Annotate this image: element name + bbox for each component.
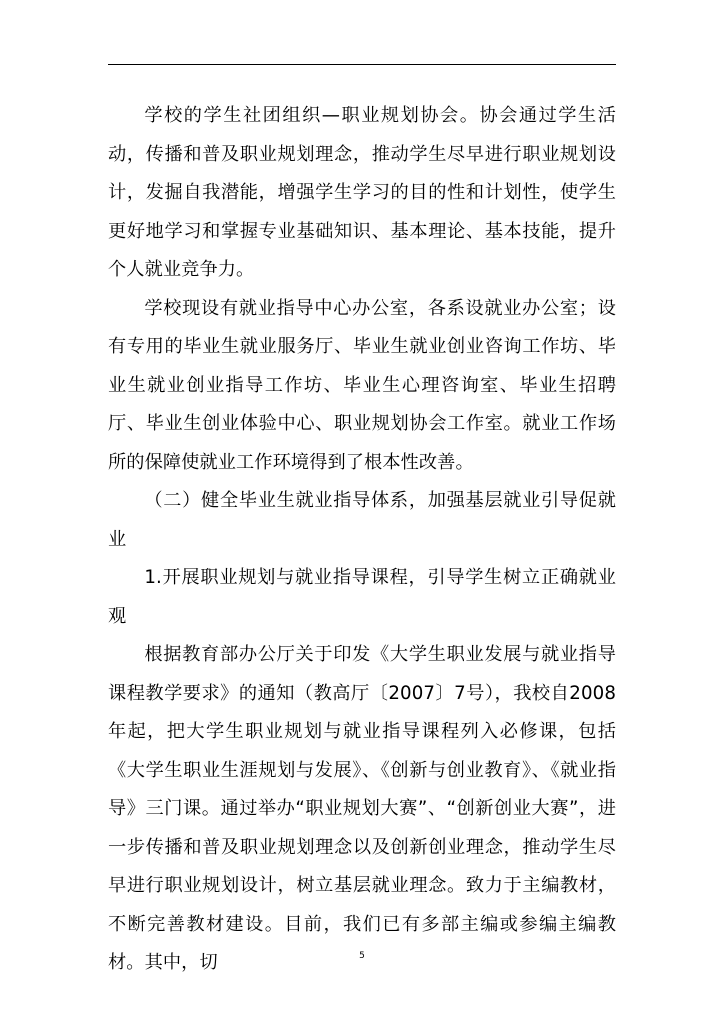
- header-rule: [108, 64, 616, 65]
- paragraph-curriculum: 根据教育部办公厅关于印发《大学生职业发展与就业指导课程教学要求》的通知（教高厅〔2007〕7号），我校自2008年起，把大学生职业规划与就业指导课程列入必修课，包括《大学生职业生涯规划与发展》、《创新与创业教育》、《就业指导》三门课。通过举办“职业规划大赛”、“创新创业大赛”，进一步传播和普及职业规划理念以及创新创业理念，推动学生尽早进行职业规划设计，树立基层就业理念。致力于主编教材，不断完善教材建设。目前，我们已有多部主编或参编主编教材。其中，切: [108, 644, 616, 973]
- paragraph-student-association: 学校的学生社团组织—职业规划协会。协会通过学生活动，传播和普及职业规划理念，推动学生尽早进行职业规划设计，发掘自我潜能，增强学生学习的目的性和计划性，使学生更好地学习和掌握专业基础知识、基本理论、基本技能，提升个人就业竞争力。: [108, 105, 616, 280]
- subsection-heading: 1.开展职业规划与就业指导课程，引导学生树立正确就业观: [108, 567, 616, 627]
- paragraph-employment-offices: 学校现设有就业指导中心办公室，各系设就业办公室；设有专用的毕业生就业服务厅、毕业生就业创业咨询工作坊、毕业生就业创业指导工作坊、毕业生心理咨询室、毕业生招聘厅、毕业生创业体验中心、职业规划协会工作室。就业工作场所的保障使就业工作环境得到了根本性改善。: [108, 297, 616, 473]
- section-heading: （二）健全毕业生就业指导体系，加强基层就业引导促就业: [108, 490, 616, 550]
- page-number: 5: [359, 951, 365, 961]
- document-body: [108, 97, 616, 983]
